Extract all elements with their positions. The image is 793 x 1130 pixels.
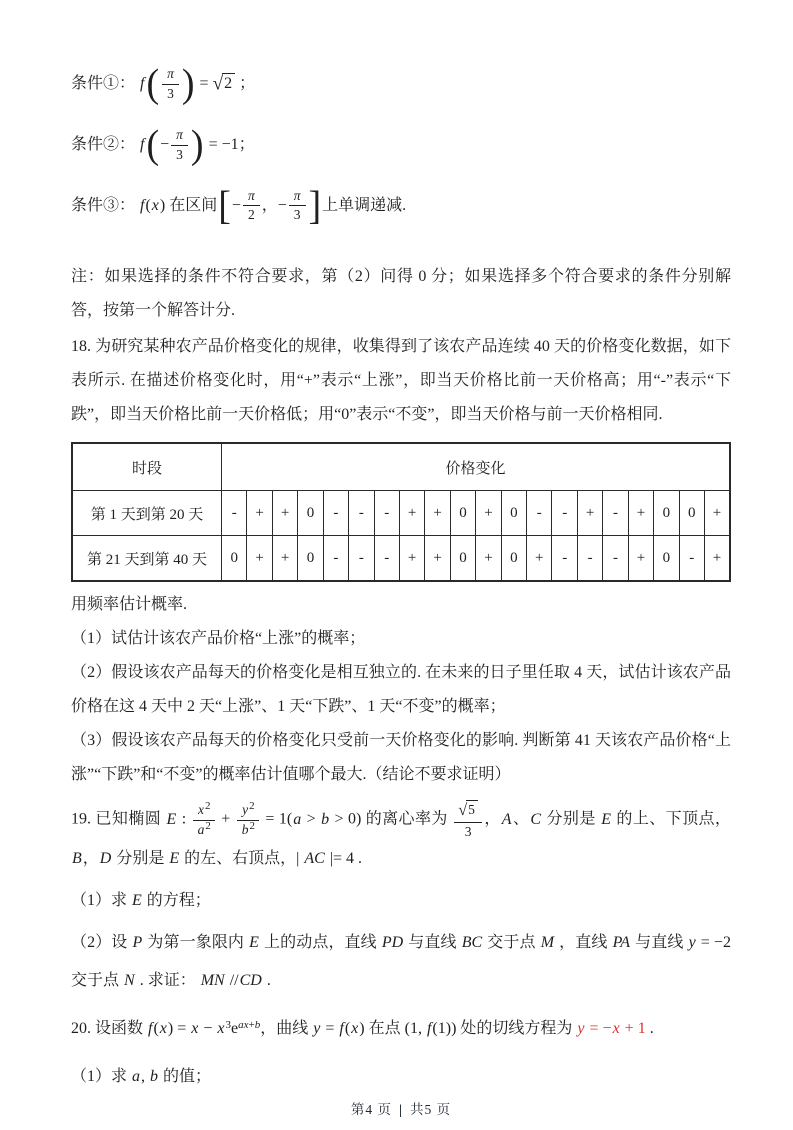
math-token: E: [169, 850, 180, 868]
math-token: b: [321, 810, 330, 828]
table-cell: 0: [501, 536, 526, 582]
math-token: 3: [464, 823, 472, 839]
table-cell: +: [425, 491, 450, 536]
table-cell: -: [222, 491, 247, 536]
math-token: PA: [612, 934, 631, 952]
problem-18-item-3: （3）假设该农产品每天的价格变化只受前一天价格变化的影响. 判断第 41 天该农产品价格“上涨”“下跌”和“不变”的概率估计值哪个最大.（结论不要求证明）: [71, 732, 731, 784]
math-token: 条件①：: [71, 75, 140, 93]
math-token: =: [195, 75, 213, 93]
table-cell: -: [323, 491, 348, 536]
math-token: 2: [249, 819, 255, 832]
math-token: 3: [176, 146, 183, 162]
math-token: 为第一象限内: [143, 934, 249, 952]
table-cell: 0: [679, 491, 704, 536]
table-header-row: [72, 443, 730, 491]
math-token: . 求证：: [135, 972, 200, 990]
problem-18-item-2: （2）假设该农产品每天的价格变化是相互独立的. 在未来的日子里任取 4 天，试估计该农产品价格在这 4 天中 2 天“上涨”、1 天“下跌”、1 天“不变”的概率；: [71, 664, 731, 716]
table-row: [72, 491, 730, 536]
math-token: [243, 188, 260, 206]
math-token: 20. 设函数: [71, 1020, 148, 1038]
math-token: [454, 800, 482, 821]
problem-18-item-1: （1）试估计该农产品价格“上涨”的概率；: [71, 630, 366, 648]
math-token: a: [293, 810, 302, 828]
math-token: //: [225, 972, 239, 990]
table-cell: +: [272, 491, 297, 536]
math-token: ,: [141, 1068, 150, 1086]
table-header-cell: 价格变化: [222, 443, 731, 491]
math-token: E: [249, 934, 259, 952]
math-token: 的方程；: [142, 892, 211, 910]
table-cell: -: [552, 536, 577, 582]
math-token: C: [530, 810, 542, 828]
math-token: （1）求: [71, 892, 132, 910]
math-token: f: [426, 1020, 432, 1038]
math-token: E: [132, 892, 142, 910]
math-token: 的值；: [159, 1068, 212, 1086]
table-cell: +: [247, 491, 272, 536]
math-token: 5: [468, 801, 475, 817]
math-token: [458, 800, 478, 820]
math-token: [193, 799, 215, 839]
table-cell: +: [705, 536, 730, 582]
math-token: 与直线: [404, 934, 461, 952]
math-token: ，−: [261, 196, 287, 214]
math-token: [205, 800, 211, 812]
math-token: π: [176, 126, 183, 142]
math-token: 上单调递减.: [322, 196, 407, 214]
math-token: ]: [308, 183, 322, 228]
math-token: = −: [585, 1020, 612, 1038]
math-token: e: [231, 1020, 239, 1038]
math-token: x: [159, 1020, 167, 1038]
math-token: =: [321, 1020, 339, 1038]
math-token: [162, 66, 179, 84]
math-token: f: [339, 1020, 344, 1038]
math-token: [222, 73, 235, 92]
math-token: 3: [167, 85, 174, 101]
math-token: [243, 205, 260, 224]
math-token: ，: [483, 810, 501, 828]
table-row: [72, 536, 730, 582]
math-token: x: [151, 196, 159, 214]
math-token: [162, 84, 179, 103]
problem-19-item-2: [71, 924, 731, 1000]
math-token: ): [190, 122, 204, 168]
math-token: ) 在区间: [159, 196, 218, 214]
math-token: [162, 66, 179, 103]
math-token: 19. 已知椭圆: [71, 810, 166, 828]
table-cell: 0: [298, 491, 323, 536]
math-token: D: [99, 850, 112, 868]
math-token: x: [198, 801, 204, 817]
math-token: 交于点: [483, 934, 540, 952]
math-token: > 0) 的离心率为: [330, 810, 453, 828]
math-token: 分别是: [542, 810, 601, 828]
math-token: x: [217, 1020, 225, 1038]
table-cell: +: [272, 536, 297, 582]
math-token: CD: [239, 972, 262, 990]
math-token: x: [191, 1020, 199, 1038]
table-cell: +: [247, 536, 272, 582]
math-token: [249, 800, 255, 812]
math-token: [454, 800, 482, 840]
math-token: y: [577, 1020, 585, 1038]
math-token: [454, 822, 482, 841]
math-token: [576, 1020, 645, 1037]
math-token: E: [601, 810, 611, 828]
math-token: +: [216, 810, 235, 828]
math-token: [226, 1019, 232, 1031]
note-paragraph: 注：如果选择的条件不符合要求，第（2）问得 0 分；如果选择多个符合要求的条件分别解答，按第一个解答计分.: [71, 268, 731, 320]
math-token: f: [148, 1020, 153, 1038]
math-token: BC: [461, 934, 483, 952]
math-token: √: [212, 73, 223, 95]
math-token: M: [540, 934, 555, 952]
math-token: [193, 799, 215, 820]
math-token: b: [241, 821, 249, 837]
table-cell: -: [349, 491, 374, 536]
math-token: ) 在点 (1,: [359, 1020, 426, 1038]
table-cell: -: [527, 491, 552, 536]
math-token: PD: [381, 934, 404, 952]
math-token: N: [124, 972, 135, 990]
table-cell: -: [374, 491, 399, 536]
table-cell: 0: [450, 536, 475, 582]
math-token: −: [231, 196, 241, 214]
math-token: [171, 127, 188, 164]
math-token: B: [72, 850, 82, 868]
table-cell: 0: [654, 491, 679, 536]
math-token: 的上、下顶点，: [611, 810, 731, 828]
table-cell: 0: [501, 491, 526, 536]
math-token: [: [218, 183, 231, 228]
math-token: ，: [82, 850, 99, 868]
table-cell: +: [628, 491, 653, 536]
math-token: = 1(: [261, 810, 293, 828]
math-token: x: [351, 1020, 359, 1038]
math-token: 上的动点，直线: [259, 934, 381, 952]
table-cell: 0: [654, 536, 679, 582]
math-token: y: [313, 1020, 321, 1038]
problem-19-item-1: [71, 882, 731, 920]
math-token: 2: [205, 819, 211, 832]
problem-18-intro: 18. 为研究某种农产品价格变化的规律，收集得到了该农产品连续 40 天的价格变化数据，如下表所示. 在描述价格变化时，用“+”表示“上涨”，即当天价格比前一天价格高；用“-”表示“下跌”，即当天价格比前一天价格低；用“0”表示“不变”，即当天价格与前一天价格相同.: [71, 338, 731, 424]
math-token: +: [248, 1019, 255, 1032]
math-token: ，直线: [555, 934, 612, 952]
math-token: [289, 188, 306, 225]
condition-1-line: [71, 62, 731, 107]
math-token: 分别是: [112, 850, 169, 868]
condition-3-line: [71, 183, 731, 228]
math-token: ) =: [167, 1020, 191, 1038]
math-token: .: [262, 972, 271, 990]
math-token: .: [645, 1020, 654, 1038]
math-token: 3: [225, 1019, 232, 1032]
math-token: [193, 820, 215, 839]
math-token: [238, 1019, 260, 1031]
math-token: [171, 127, 188, 145]
table-cell: 第 1 天到第 20 天: [72, 491, 222, 536]
math-token: [237, 799, 259, 839]
math-token: π: [293, 187, 301, 203]
math-token: （2）设: [71, 934, 132, 952]
math-token: (: [344, 1020, 351, 1038]
math-token: [289, 205, 306, 224]
math-token: 、: [512, 810, 530, 828]
math-token: ；: [235, 75, 256, 93]
math-token: [237, 799, 259, 820]
math-token: (: [146, 62, 160, 107]
math-token: （1）求: [71, 1068, 132, 1086]
table-cell: +: [577, 491, 602, 536]
math-token: b: [150, 1068, 159, 1086]
table-cell: 第 21 天到第 40 天: [72, 536, 222, 582]
math-token: AC: [304, 850, 325, 868]
table-cell: +: [705, 491, 730, 536]
table-cell: 0: [298, 536, 323, 582]
math-token: [205, 820, 211, 832]
table-cell: +: [399, 491, 424, 536]
table-cell: +: [476, 536, 501, 582]
math-token: −: [160, 135, 170, 153]
math-token: = −1；: [204, 135, 255, 153]
math-token: y: [688, 934, 696, 952]
math-token: (: [145, 196, 151, 214]
table-cell: +: [425, 536, 450, 582]
table-cell: -: [349, 536, 374, 582]
math-token: f: [140, 75, 145, 93]
table-header-cell: 时段: [72, 443, 222, 491]
math-token: 条件②：: [71, 135, 140, 153]
page-total: 共5 页: [409, 1102, 452, 1118]
math-token: ，曲线: [260, 1020, 313, 1038]
math-token: [289, 188, 306, 206]
math-token: + 1: [620, 1020, 646, 1038]
math-token: [243, 188, 260, 225]
frequency-note: 用频率估计概率.: [71, 596, 188, 614]
math-token: π: [167, 66, 174, 81]
page-number: 第4 页: [350, 1102, 392, 1118]
math-token: ax: [238, 1019, 249, 1032]
table-cell: +: [527, 536, 552, 582]
math-token: f: [140, 196, 145, 214]
math-token: −: [199, 1020, 217, 1038]
table-cell: +: [628, 536, 653, 582]
table-cell: +: [476, 491, 501, 536]
math-token: [250, 820, 256, 832]
math-token: a: [197, 821, 205, 837]
math-token: b: [254, 1019, 261, 1032]
math-token: √: [458, 801, 467, 820]
page-footer: [71, 1098, 731, 1130]
table-cell: -: [323, 536, 348, 582]
math-token: f: [140, 135, 145, 153]
math-token: y: [242, 801, 249, 817]
math-token: 2: [249, 799, 255, 812]
table-cell: -: [577, 536, 602, 582]
math-token: A: [501, 810, 512, 828]
math-token: E: [166, 810, 177, 828]
problem-20-item-1: [71, 1058, 731, 1096]
math-token: >: [302, 810, 321, 828]
math-token: [466, 800, 478, 817]
table-cell: +: [399, 536, 424, 582]
math-token: 的左、右顶点，|: [180, 850, 304, 868]
problem-20-intro: [71, 1010, 731, 1048]
math-token: :: [177, 810, 191, 828]
footer-divider: |: [399, 1102, 403, 1118]
math-token: π: [247, 187, 255, 203]
math-token: (: [146, 122, 160, 168]
math-token: |= 4 .: [325, 850, 363, 868]
math-token: 2: [247, 207, 255, 223]
problem-19-intro: [71, 800, 731, 878]
math-token: [213, 69, 236, 100]
math-token: [237, 820, 259, 839]
math-token: 2: [224, 75, 233, 93]
math-token: 2: [205, 799, 211, 812]
math-token: 与直线: [631, 934, 688, 952]
table-cell: -: [603, 536, 628, 582]
math-token: 3: [293, 207, 301, 223]
table-cell: -: [552, 491, 577, 536]
math-token: MN: [200, 972, 225, 990]
table-cell: 0: [450, 491, 475, 536]
table-cell: 0: [222, 536, 247, 582]
table-cell: -: [603, 491, 628, 536]
math-token: x: [612, 1020, 620, 1038]
math-token: P: [132, 934, 143, 952]
price-change-table: [71, 442, 731, 582]
condition-2-line: [71, 122, 731, 168]
table-cell: -: [374, 536, 399, 582]
math-token: a: [132, 1068, 141, 1086]
math-token: [171, 145, 188, 164]
table-cell: -: [679, 536, 704, 582]
math-token: (1)) 处的切线方程为: [432, 1020, 577, 1038]
math-token: 条件③：: [71, 196, 140, 214]
math-token: (: [153, 1020, 159, 1038]
math-token: = −2 交于点: [71, 934, 731, 990]
math-token: ): [181, 62, 195, 107]
